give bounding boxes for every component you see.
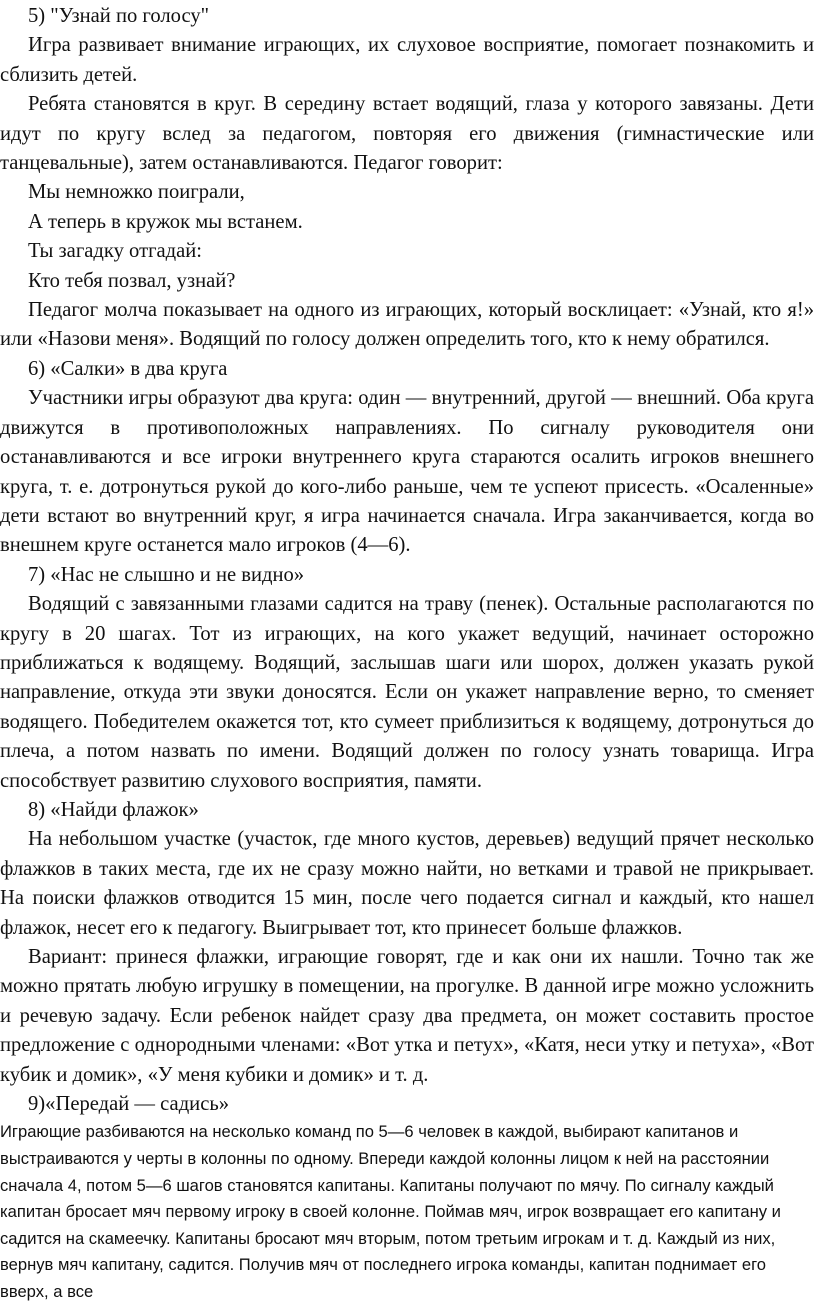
section-5-paragraph-3: Педагог молча показывает на одного из играющих, который восклицает: «Узнай, кто я!» или «Назови меня». Водящий по голосу должен определить того, кто к нему обратился.	[0, 299, 814, 351]
section-9-paragraph-1: Играющие разбиваются на несколько команд по 5—6 человек в каждой, выбирают капитанов и выстраиваются у черты в колонны по одному. Впереди каждой колонны лицом к ней на расстоянии сначала 4, потом 5—6 шагов становятся капитаны. Капитаны получают по мячу. По сигналу каждый капитан бросает мяч первому игроку в своей колонне. Поймав мяч, игрок возвращает его капитану и садится на скамеечку. Капитаны бросают мяч вторым, потом третьим игрокам и т. д. Каждый из них, вернув мяч капитану, садится. Получив мяч от последнего игрока команды, капитан поднимает его вверх, а все	[0, 1122, 781, 1301]
section-8-title: 8) «Найди флажок»	[28, 798, 199, 821]
section-9-title: 9)«Передай — садись»	[28, 1093, 230, 1116]
verse-line-3: Ты загадку отгадай:	[28, 240, 203, 263]
section-6-title: 6) «Салки» в два круга	[28, 357, 228, 380]
section-8-paragraph-2: Вариант: принеся флажки, играющие говорят, где и как они их нашли. Точно так же можно прятать любую игрушку в помещении, на прогулке. В данной игре можно усложнить и речевую задачу. Если ребенок найдет сразу два предмета, он может составить простое предложение с однородными членами: «Вот утка и петух», «Катя, неси утку и петуха», «Вот кубик и домик», «У меня кубики и домик» и т. д.	[0, 946, 814, 1086]
section-7-paragraph-1: Водящий с завязанными глазами садится на траву (пенек). Остальные располагаются по кругу в 20 шагах. Тот из играющих, на кого укажет ведущий, начинает осторожно приближаться к водящему. Водящий, заслышав шаги или шорох, должен указать рукой направление, откуда эти звуки доносятся. Если он укажет направление верно, то сменяет водящего. Победителем окажется тот, кто сумеет приблизиться к водящему, дотронуться до плеча, а потом назвать по имени. Водящий должен по голосу узнать товарища. Игра способствует развитию слухового восприятия, памяти.	[0, 593, 814, 792]
section-6-paragraph-1: Участники игры образуют два круга: один — внутренний, другой — внешний. Оба круга движутся в противоположных направлениях. По сигналу руководителя они останавливаются и все игроки внутреннего круга стараются осалить игроков внешнего круга, т. е. дотронуться рукой до кого-либо раньше, чем те успеют присесть. «Осаленные» дети встают во внутренний круг, я игра начинается сначала. Игра заканчивается, когда во внешнем круге останется мало игроков (4—6).	[0, 387, 814, 557]
section-5-paragraph-1: Игра развивает внимание играющих, их слуховое восприятие, помогает познакомить и сблизить детей.	[0, 34, 814, 86]
section-5-paragraph-2: Ребята становятся в круг. В середину встает водящий, глаза у которого завязаны. Дети идут по кругу вслед за педагогом, повторяя его движения (гимнастические или танцевальные), затем останавливаются. Педагог говорит:	[0, 93, 814, 175]
verse-line-1: Мы немножко поиграли,	[28, 181, 245, 204]
section-8-paragraph-1: На небольшом участке (участок, где много кустов, деревьев) ведущий прячет несколько флажков в таких места, где их не сразу можно найти, но ветками и травой не прикрывает. На поиски флажков отводится 15 мин, после чего подается сигнал и каждый, кто нашел флажок, несет его к педагогу. Выигрывает тот, кто принесет больше флажков.	[0, 828, 814, 939]
verse-line-2: А теперь в кружок мы встанем.	[28, 210, 303, 233]
verse-line-4: Кто тебя позвал, узнай?	[28, 269, 236, 292]
section-7-title: 7) «Нас не слышно и не видно»	[28, 563, 305, 586]
section-5-title: 5) "Узнай по голосу"	[28, 5, 210, 27]
